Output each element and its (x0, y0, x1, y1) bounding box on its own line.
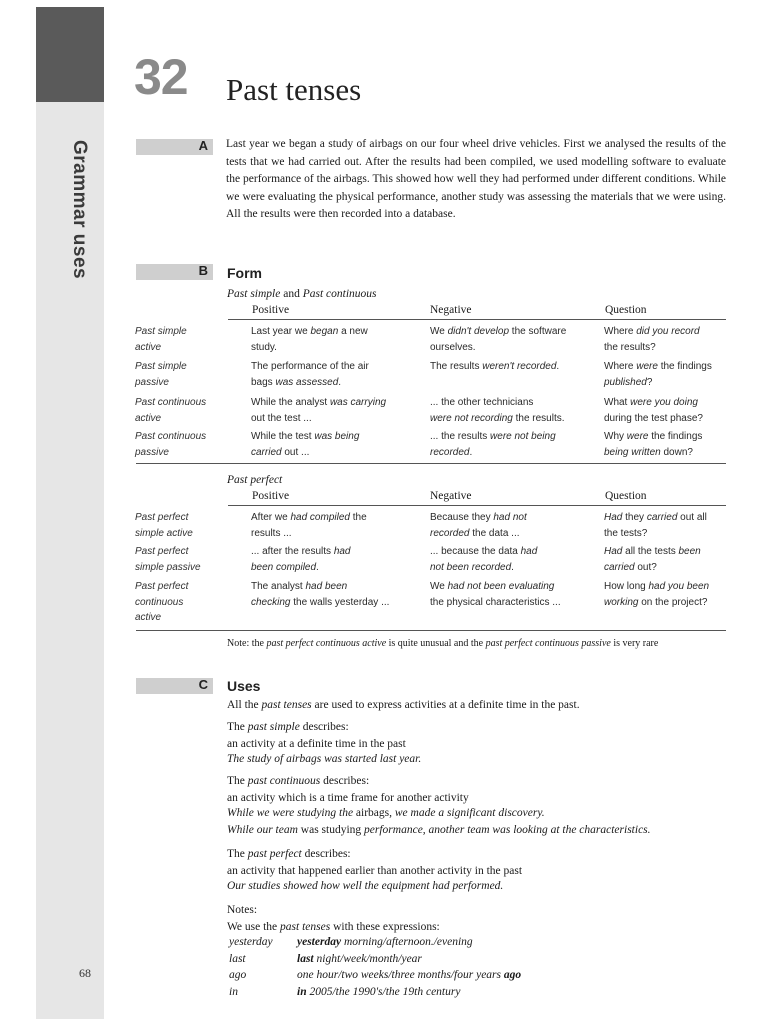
pos-cell-line: The analyst had been (251, 581, 348, 592)
unit-title: Past tenses (226, 72, 362, 107)
table2-header-positive: Positive (252, 490, 290, 502)
row-label: simple active (135, 527, 193, 539)
table2-bottom-rule (136, 630, 726, 631)
row-label: passive (135, 376, 169, 388)
row-label: Past continuous (135, 431, 207, 442)
row-label: active (135, 612, 162, 623)
pos-cell-line: been compiled. (251, 561, 319, 573)
simple-describes: The past simple describes: (227, 721, 349, 733)
q-cell-line: during the test phase? (604, 412, 703, 424)
row-label: Past perfect (135, 546, 189, 557)
neg-cell-line: were not recording the results. (430, 412, 565, 424)
notes-title: Notes: (227, 904, 258, 916)
perfect-example: Our studies showed how well the equipment had performed. (227, 880, 504, 892)
pos-cell-line: ... after the results had (251, 546, 351, 557)
expression-word: in (229, 985, 238, 998)
neg-cell-line: We didn't develop the software (430, 326, 567, 337)
section-a-paragraph: Last year we began a study of airbags on our four wheel drive vehicles. First we analysed the results of the tests that we had carried out. After the results had been compiled, we used modelling software to evaluate the performance of the airbags. This showed how well they had performed under different conditions. While we were evaluating the physical performance, another study was assessing the materials that we were using. All the results were then recorded into a database. (226, 138, 726, 221)
perfect-definition: an activity that happened earlier than another activity in the past (227, 865, 523, 877)
pos-cell-line: carried out ... (251, 446, 310, 458)
table2-header-rule (228, 505, 726, 506)
pos-cell-line: bags was assessed. (251, 376, 342, 388)
pos-cell-line: study. (251, 341, 277, 353)
expression-word: last (229, 952, 246, 965)
section-b-heading: Form (227, 265, 262, 281)
table1-subtitle: Past simple and Past continuous (227, 288, 377, 300)
pos-cell-line: out the test ... (251, 412, 312, 424)
expression-examples: last night/week/month/year (297, 952, 422, 965)
pos-cell-line: While the test was being (251, 431, 360, 442)
row-label: Past perfect (135, 512, 189, 523)
q-cell-line: Where did you record (604, 326, 700, 337)
pos-cell-line: After we had compiled the (251, 512, 367, 523)
neg-cell-line: recorded. (430, 446, 473, 458)
uses-intro: All the past tenses are used to express activities at a definite time in the past. (227, 699, 580, 711)
perfect-describes: The past perfect describes: (227, 848, 351, 860)
row-label: active (135, 412, 162, 424)
neg-cell-line: ... because the data had (430, 546, 538, 557)
expression-word: ago (229, 969, 247, 981)
row-label: Past simple (135, 361, 187, 372)
neg-cell-line: We had not been evaluating (430, 581, 555, 592)
neg-cell-line: not been recorded. (430, 561, 514, 573)
section-letter: B (198, 263, 208, 278)
row-label: Past simple (135, 326, 187, 337)
pos-cell-line: The performance of the air (251, 361, 369, 372)
expression-examples: one hour/two weeks/three months/four years ago (297, 969, 522, 981)
continuous-example-2: While our team was studying performance, another team was looking at the characteristics. (227, 824, 651, 836)
q-cell-line: the tests? (604, 527, 648, 539)
continuous-definition: an activity which is a time frame for another activity (227, 792, 469, 804)
neg-cell-line: recorded the data ... (430, 527, 520, 539)
notes-line: We use the past tenses with these expressions: (227, 921, 440, 933)
table1-bottom-rule (136, 463, 726, 464)
expression-examples: in 2005/the 1990's/the 19th century (297, 985, 461, 998)
q-cell-line: carried out? (604, 561, 657, 573)
row-label: passive (135, 446, 169, 458)
neg-cell-line: Because they had not (430, 512, 527, 523)
section-c-heading: Uses (227, 678, 261, 694)
pos-cell-line: While the analyst was carrying (251, 397, 387, 408)
section-letter: A (198, 138, 208, 153)
row-label: Past perfect (135, 581, 189, 592)
table1-header-negative: Negative (430, 304, 472, 316)
table1-header-question: Question (605, 304, 647, 316)
q-cell-line: working on the project? (604, 596, 708, 608)
continuous-describes: The past continuous describes: (227, 775, 370, 787)
q-cell-line: Why were the findings (604, 431, 703, 442)
section-a-marker (136, 139, 213, 155)
simple-definition: an activity at a definite time in the past (227, 738, 406, 750)
q-cell-line: published? (604, 376, 653, 388)
continuous-example-1: While we were studying the airbags, we made a significant discovery. (227, 807, 545, 819)
q-cell-line: the results? (604, 341, 656, 353)
table1-header-rule (228, 319, 726, 320)
neg-cell-line: ... the other technicians (430, 397, 534, 408)
unit-number: 32 (134, 49, 188, 105)
pos-cell-line: results ... (251, 527, 292, 539)
expression-word: yesterday (229, 936, 273, 948)
q-cell-line: Had they carried out all (604, 512, 707, 523)
row-label: simple passive (135, 561, 201, 573)
table2-header-negative: Negative (430, 490, 472, 502)
neg-cell-line: ourselves. (430, 341, 476, 353)
section-b-marker (136, 264, 213, 280)
simple-example: The study of airbags was started last year. (227, 753, 422, 765)
row-label: continuous (135, 596, 184, 608)
section-letter: C (198, 677, 208, 692)
q-cell-line: being written down? (604, 446, 693, 458)
row-label: Past continuous (135, 397, 207, 408)
sidebar-label: Grammar uses (69, 140, 90, 280)
q-cell-line: Had all the tests been (604, 546, 701, 557)
section-c-marker (136, 678, 213, 694)
q-cell-line: What were you doing (604, 397, 698, 408)
table2-subtitle: Past perfect (227, 474, 283, 486)
pos-cell-line: checking the walls yesterday ... (251, 596, 390, 608)
page-number: 68 (79, 966, 91, 980)
table-note: Note: the past perfect continuous active is quite unusual and the past perfect continuous passive is very rare (227, 638, 659, 649)
table1-header-positive: Positive (252, 304, 290, 316)
pos-cell-line: Last year we began a new (251, 326, 368, 337)
q-cell-line: Where were the findings (604, 361, 712, 372)
neg-cell-line: the physical characteristics ... (430, 596, 561, 608)
expression-examples: yesterday morning/afternoon./evening (297, 936, 473, 948)
neg-cell-line: ... the results were not being (430, 431, 556, 442)
row-label: active (135, 341, 162, 353)
sidebar-top-block (36, 7, 104, 102)
table2-header-question: Question (605, 490, 647, 502)
q-cell-line: How long had you been (604, 581, 710, 592)
neg-cell-line: The results weren't recorded. (430, 361, 560, 372)
